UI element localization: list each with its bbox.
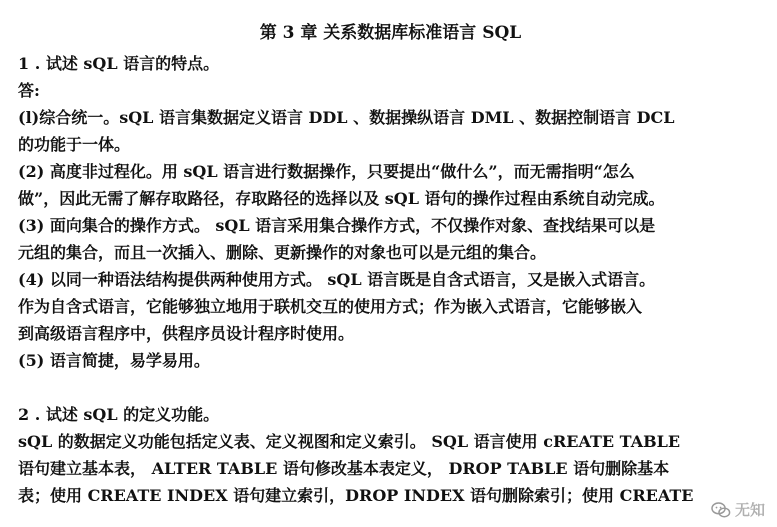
- text-line: sQL 的数据定义功能包括定义表、定义视图和定义索引。 SQL 语言使用 cREATE TABLE: [18, 432, 681, 451]
- watermark-text: 无知: [734, 501, 765, 519]
- text-line: (l)综合统一。sQL 语言集数据定义语言 DDL 、数据操纵语言 DML 、数据控制语言 DCL: [18, 108, 675, 127]
- text-line: 到高级语言程序中，供程序员设计程序时使用。: [18, 324, 355, 343]
- text-line: 1 . 试述 sQL 语言的特点。: [18, 54, 220, 73]
- wechat-icon: [711, 501, 731, 519]
- text-line: 表；使用 CREATE INDEX 语句建立索引，DROP INDEX 语句删除索引；使用 CREATE: [18, 486, 694, 505]
- text-line: 的功能于一体。: [18, 135, 131, 154]
- text-line: 元组的集合，而且一次插入、删除、更新操作的对象也可以是元组的集合。: [18, 243, 547, 262]
- text-line: 作为自含式语言，它能够独立地用于联机交互的使用方式；作为嵌入式语言，它能够嵌入: [18, 297, 643, 316]
- text-line: 答:: [18, 81, 40, 100]
- watermark: [707, 498, 769, 521]
- text-line: (3) 面向集合的操作方式。 sQL 语言采用集合操作方式，不仅操作对象、查找结果可以是: [18, 216, 656, 235]
- text-line: (4) 以同一种语法结构提供两种使用方式。 sQL 语言既是自含式语言，又是嵌入式语言。: [18, 270, 656, 289]
- text-line: 语句建立基本表， ALTER TABLE 语句修改基本表定义， DROP TABLE 语句删除基本: [18, 459, 670, 478]
- text-line: 2 . 试述 sQL 的定义功能。: [18, 405, 220, 424]
- text-line: 做”，因此无需了解存取路径，存取路径的选择以及 sQL 语句的操作过程由系统自动完成。: [18, 189, 665, 208]
- text-line: (2) 高度非过程化。用 sQL 语言进行数据操作，只要提出“做什么”，而无需指明“怎么: [18, 162, 635, 181]
- chapter-title: 第 3 章 关系数据库标准语言 SQL: [259, 23, 522, 43]
- document-body: [18, 50, 763, 509]
- blank-line: [18, 374, 763, 401]
- text-line: (5) 语言简捷，易学易用。: [18, 351, 210, 370]
